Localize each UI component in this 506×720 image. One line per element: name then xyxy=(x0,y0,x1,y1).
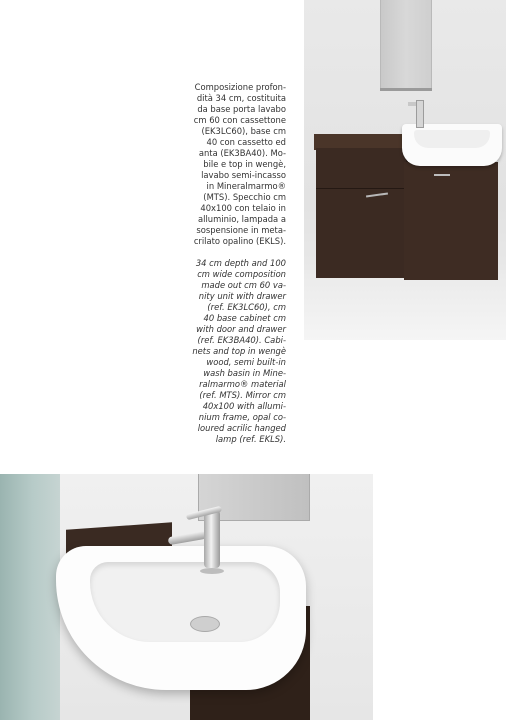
wash-basin xyxy=(402,124,502,166)
text-line: wood, semi built-in xyxy=(206,357,286,367)
description-english xyxy=(186,258,286,445)
text-line: 34 cm depth and 100 xyxy=(195,258,286,268)
vanity-unit-right xyxy=(404,162,498,280)
text-line: made out cm 60 va- xyxy=(201,280,286,290)
text-line: lamp (ref. EKLS). xyxy=(215,434,286,444)
text-line: 40x100 with allumi- xyxy=(202,401,286,411)
text-line: nets and top in wengè xyxy=(192,346,286,356)
drain xyxy=(190,616,220,632)
product-description xyxy=(186,82,286,445)
basin-bowl xyxy=(90,562,280,642)
text-line: 40 base cabinet cm xyxy=(203,313,286,323)
tap-base xyxy=(200,568,224,574)
base-cabinet-left xyxy=(316,148,408,278)
text-line: wash basin in Mine- xyxy=(203,368,286,378)
text-line: loured acrilic hanged xyxy=(197,423,286,433)
text-line: Composizione profon- xyxy=(194,82,286,92)
floor xyxy=(304,270,506,340)
handle xyxy=(366,192,388,197)
text-line: anta (EK3BA40). Mo- xyxy=(198,148,286,158)
lamp xyxy=(380,88,432,91)
text-line: nity unit with drawer xyxy=(198,291,286,301)
text-line: dità 34 cm, costituita xyxy=(196,93,286,103)
tap xyxy=(204,510,220,568)
mirror xyxy=(380,0,432,91)
text-line: (EK3LC60), base cm xyxy=(201,126,286,136)
product-photo-composition xyxy=(304,0,506,340)
text-line: lavabo semi-incasso xyxy=(201,170,286,180)
text-line: sospensione in meta- xyxy=(196,225,286,235)
text-line: nium frame, opal co- xyxy=(198,412,286,422)
text-line: (MTS). Specchio cm xyxy=(203,192,286,202)
text-line: ralmarmo® material xyxy=(199,379,286,389)
basin-bowl xyxy=(414,130,490,148)
tap xyxy=(416,100,424,128)
product-photo-basin-closeup xyxy=(0,474,373,720)
text-line: in Mineralmarmo® xyxy=(206,181,286,191)
text-line: cm wide composition xyxy=(197,269,286,279)
description-italian xyxy=(186,82,286,247)
text-line: crilato opalino (EKLS). xyxy=(193,236,286,246)
text-line: 40 con cassetto ed xyxy=(206,137,286,147)
text-line: (ref. EK3LC60), cm xyxy=(207,302,286,312)
text-line: da base porta lavabo xyxy=(197,104,286,114)
text-line: with door and drawer xyxy=(196,324,286,334)
text-line: bile e top in wengè, xyxy=(203,159,286,169)
text-line: (ref. MTS). Mirror cm xyxy=(199,390,286,400)
text-line: 40x100 con telaio in xyxy=(200,203,286,213)
frosted-glass-panel xyxy=(0,474,60,720)
text-line: alluminio, lampada a xyxy=(198,214,286,224)
drawer-line xyxy=(316,188,408,189)
text-line: cm 60 con cassettone xyxy=(193,115,286,125)
text-line: (ref. EK3BA40). Cabi- xyxy=(197,335,286,345)
handle xyxy=(434,174,450,176)
